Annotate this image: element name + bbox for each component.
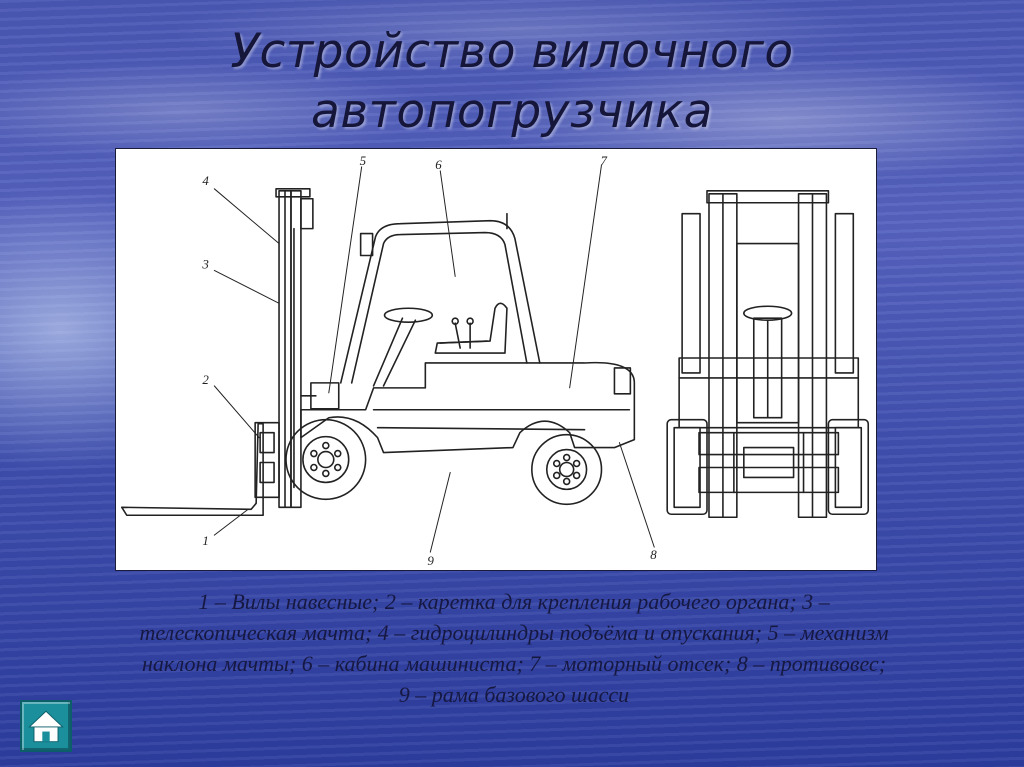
caption-line-2: телескопическая мачта; 4 – гидроцилиндры подъёма и опускания; 5 – механизм xyxy=(139,620,889,645)
caption-line-1: 1 – Вилы навесные; 2 – каретка для крепления рабочего органа; 3 – xyxy=(198,589,830,614)
label-4: 4 xyxy=(202,172,209,188)
forklift-drawing xyxy=(116,149,876,570)
title-line-1: Устройство вилочного xyxy=(230,24,794,79)
label-7: 7 xyxy=(600,152,607,168)
front-view xyxy=(667,191,868,517)
label-9: 9 xyxy=(427,553,434,569)
label-5: 5 xyxy=(359,152,367,168)
label-3: 3 xyxy=(202,256,209,272)
legend-caption xyxy=(50,586,978,710)
label-2: 2 xyxy=(202,371,209,387)
label-1: 1 xyxy=(202,533,209,549)
slide-title xyxy=(0,22,1024,142)
home-button[interactable] xyxy=(20,700,72,752)
label-8: 8 xyxy=(650,547,657,563)
label-6: 6 xyxy=(435,156,442,172)
home-icon xyxy=(22,702,70,750)
forklift-diagram xyxy=(115,148,877,571)
side-view xyxy=(122,189,635,515)
title-line-2: автопогрузчика xyxy=(311,84,713,139)
caption-line-3: наклона мачты; 6 – кабина машиниста; 7 – моторный отсек; 8 – противовес; xyxy=(141,651,887,676)
caption-line-4: 9 – рама базового шасси xyxy=(398,682,630,707)
